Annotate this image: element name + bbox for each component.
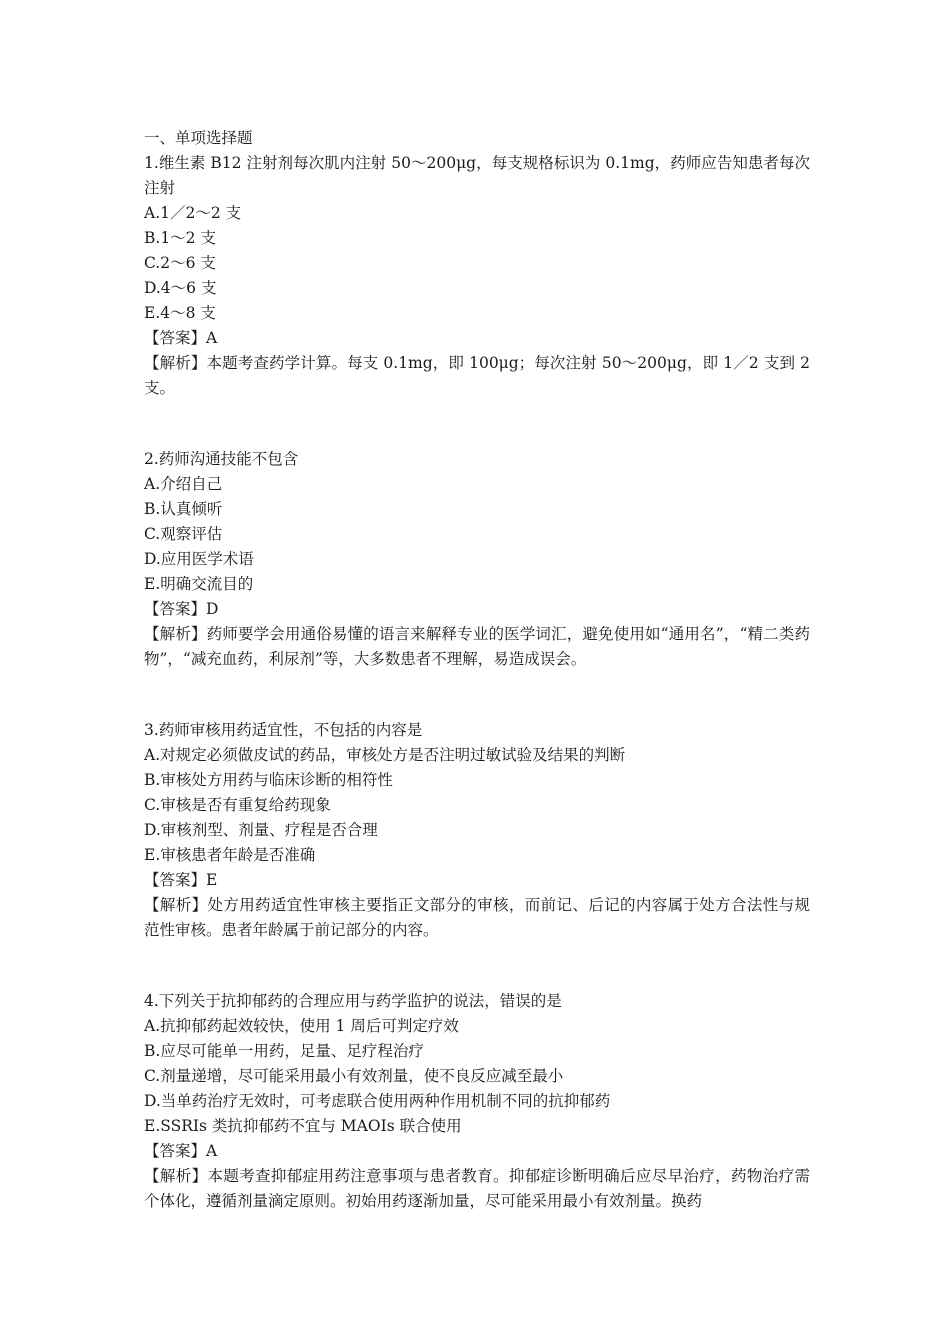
option-d: D.审核剂型、剂量、疗程是否合理 (144, 821, 378, 839)
option-a: A.介绍自己 (144, 475, 223, 493)
option-c: C.2～6 支 (144, 254, 216, 272)
question-4 (144, 989, 810, 1214)
analysis: 【解析】药师要学会用通俗易懂的语言来解释专业的医学词汇，避免使用如“通用名”，“精二类药物”，“减充血药，利尿剂”等，大多数患者不理解，易造成误会。 (144, 625, 810, 668)
option-b: B.应尽可能单一用药，足量、足疗程治疗 (144, 1042, 424, 1060)
option-e: E.明确交流目的 (144, 575, 254, 593)
option-d: D.4～6 支 (144, 279, 217, 297)
option-c: C.剂量递增，尽可能采用最小有效剂量，使不良反应减至最小 (144, 1067, 564, 1085)
option-b: B.1～2 支 (144, 229, 216, 247)
analysis: 【解析】本题考查抑郁症用药注意事项与患者教育。抑郁症诊断明确后应尽早治疗，药物治疗需个体化，遵循剂量滴定原则。初始用药逐渐加量，尽可能采用最小有效剂量。换药 (144, 1167, 810, 1210)
option-e: E.SSRIs 类抗抑郁药不宜与 MAOIs 联合使用 (144, 1117, 462, 1135)
option-a: A.对规定必须做皮试的药品，审核处方是否注明过敏试验及结果的判断 (144, 746, 626, 764)
option-b: B.审核处方用药与临床诊断的相符性 (144, 771, 393, 789)
option-a: A.抗抑郁药起效较快，使用 1 周后可判定疗效 (144, 1017, 459, 1035)
question-2 (144, 447, 810, 672)
option-d: D.应用医学术语 (144, 550, 254, 568)
option-d: D.当单药治疗无效时，可考虑联合使用两种作用机制不同的抗抑郁药 (144, 1092, 611, 1110)
answer: 【答案】A (144, 1142, 218, 1160)
option-a: A.1／2～2 支 (144, 204, 242, 222)
answer: 【答案】D (144, 600, 219, 618)
spacer (144, 943, 810, 989)
analysis: 【解析】处方用药适宜性审核主要指正文部分的审核，而前记、后记的内容属于处方合法性与规范性审核。患者年龄属于前记部分的内容。 (144, 896, 810, 939)
section-title: 一、单项选择题 (144, 129, 253, 147)
option-c: C.观察评估 (144, 525, 223, 543)
spacer (144, 401, 810, 447)
spacer (144, 672, 810, 718)
option-c: C.审核是否有重复给药现象 (144, 796, 331, 814)
answer: 【答案】A (144, 329, 218, 347)
question-stem: 4.下列关于抗抑郁药的合理应用与药学监护的说法，错误的是 (144, 992, 562, 1010)
question-stem: 2.药师沟通技能不包含 (144, 450, 299, 468)
answer: 【答案】E (144, 871, 218, 889)
document-body (144, 126, 810, 1214)
option-b: B.认真倾听 (144, 500, 223, 518)
question-stem: 3.药师审核用药适宜性，不包括的内容是 (144, 721, 423, 739)
question-stem: 1.维生素 B12 注射剂每次肌内注射 50～200μg，每支规格标识为 0.1mg，药师应告知患者每次注射 (144, 154, 810, 197)
analysis: 【解析】本题考查药学计算。每支 0.1mg，即 100μg；每次注射 50～200μg，即 1／2 支到 2 支。 (144, 354, 810, 397)
option-e: E.审核患者年龄是否准确 (144, 846, 316, 864)
question-1 (144, 151, 810, 401)
option-e: E.4～8 支 (144, 304, 216, 322)
question-3 (144, 718, 810, 943)
